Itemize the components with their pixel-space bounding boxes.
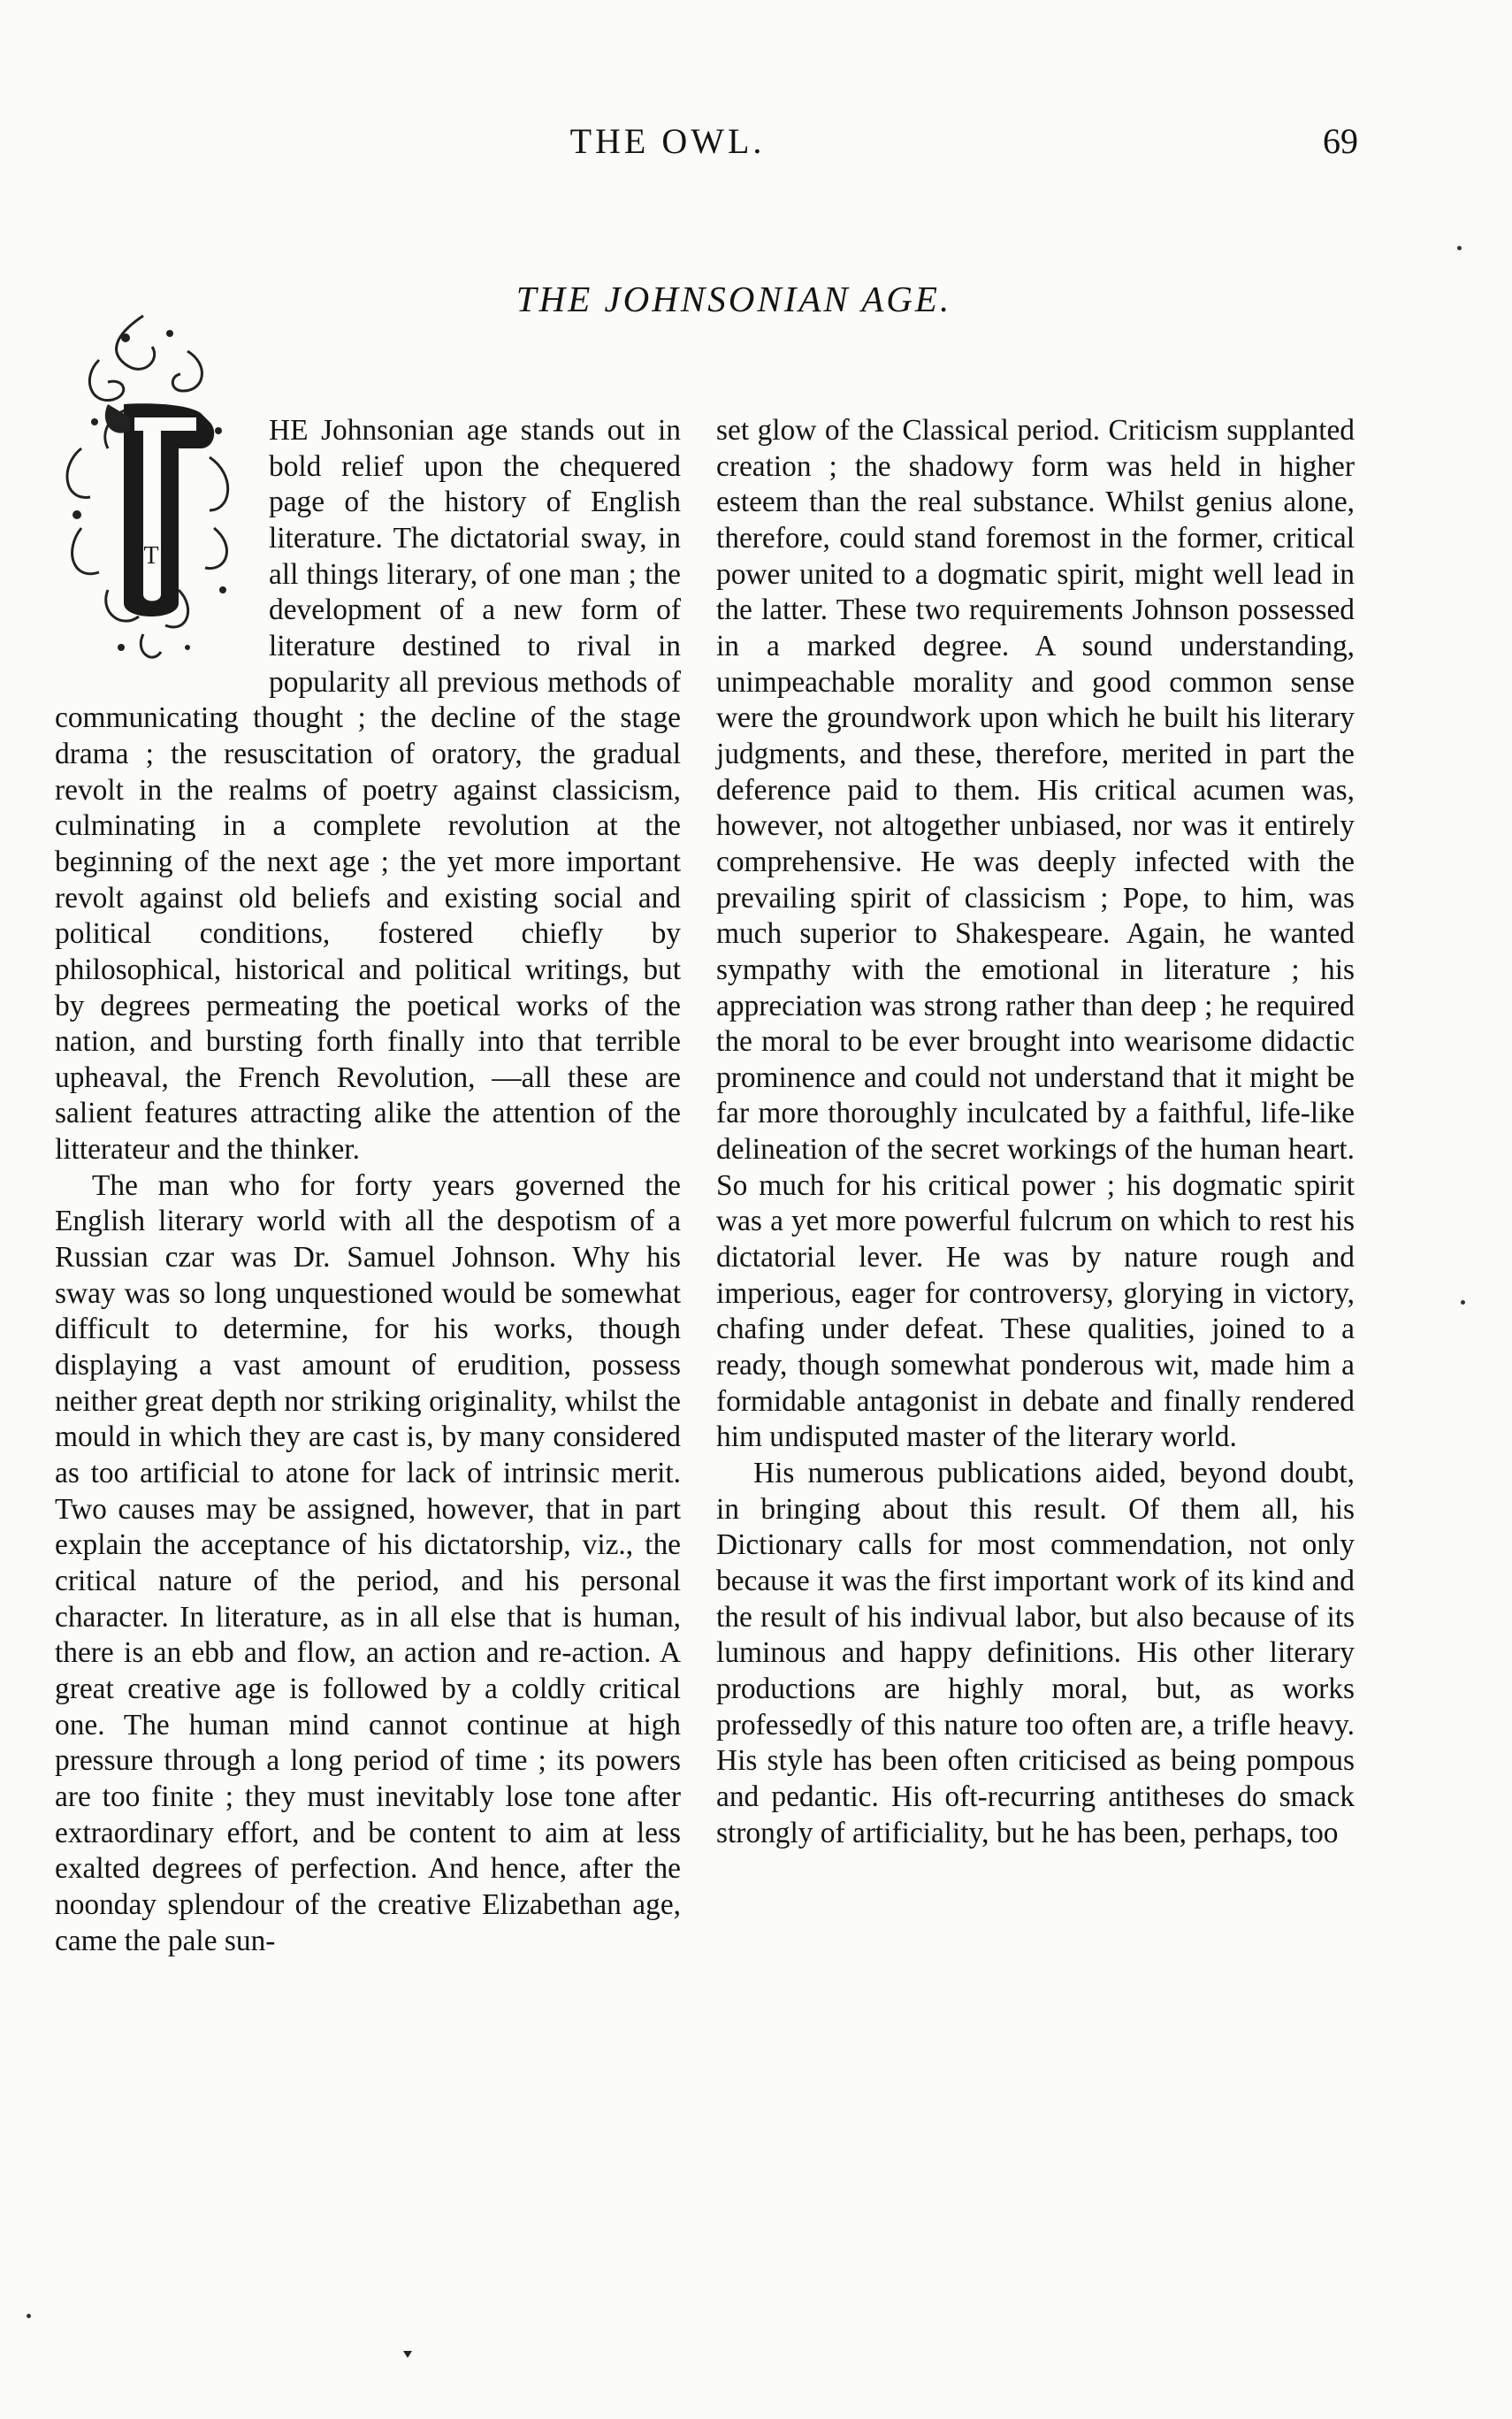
left-paragraph-1: HE Johnsonian age stands out in bold relief upon the chequered page of the history of English literature. The dictatorial sway, in all things literary, of one man ; the development of a new form of literature destined to rival in popularity all previous methods of communicating thought ; the decline of the stage drama ; the resuscitation of oratory, the gradual revolt in the realms of poetry against classicism, culminating in a complete revolution at the beginning of the next age ; the yet more important revolt against old beliefs and existing social and political conditions, fostered chiefly by philosophical, historical and political writings, but by degrees permeating the poetical works of the nation, and bursting forth finally into that terrible upheaval, the French Revolution, —all these are salient features attracting alike the attention of the litterateur and the thinker. xyxy=(55,414,681,1167)
page-number: 69 xyxy=(1323,121,1358,161)
right-paragraph-2: His numerous publications aided, beyond doubt, in bringing about this result. Of them all, his Dictionary calls for most commendation, not only because it was the first important work of its kind and the result of his indivual labor, but also because of its luminous and happy definitions. His other literary productions are highly moral, but, as works professedly of this nature too often are, a trifle heavy. His style has been often criticised as being pompous and pedantic. His oft-recurring antitheses do smack strongly of artificiality, but he has been, perhaps, too xyxy=(716,1457,1355,1849)
running-title: THE OWL. xyxy=(569,121,766,161)
footer-ornament-icon xyxy=(403,2351,412,2358)
drop-cap-letter: T xyxy=(143,542,159,570)
left-column xyxy=(55,413,681,1959)
ornamental-drop-cap xyxy=(46,298,251,670)
right-column xyxy=(716,413,1355,1851)
right-paragraph-1: set glow of the Classical period. Criticism supplanted creation ; the shadowy form was held in higher esteem than the real substance. Whilst genius alone, therefore, could stand foremost in the former, critical power united to a dogmatic spirit, might well lead in the latter. These two requirements Johnson possessed in a marked degree. A sound understanding, unimpeachable morality and good common sense were the groundwork upon which he built his literary judgments, and these, therefore, merited in part the deference paid to them. His critical acumen was, however, not altogether unbiased, nor was it entirely comprehensive. He was deeply infected with the prevailing spirit of classicism ; Pope, to him, was much superior to Shakespeare. Again, he wanted sympathy with the emotional in literature ; his appreciation was strong rather than deep ; he required the moral to be ever brought into wearisome didactic prominence and could not understand that it might be far more thoroughly inculcated by a faithful, life-like delineation of the secret workings of the human heart. So much for his critical power ; his dogmatic spirit was a yet more powerful fulcrum on which to rest his dictatorial lever. He was by nature rough and imperious, eager for controversy, glorying in victory, chafing under defeat. These qualities, joined to a ready, though somewhat ponderous wit, made him a formidable antagonist in debate and finally rendered him undisputed master of the literary world. xyxy=(716,414,1355,1454)
running-head xyxy=(0,120,1512,165)
page-speck xyxy=(27,2314,31,2318)
page-speck xyxy=(1461,1300,1465,1305)
page-speck xyxy=(1457,246,1462,250)
left-paragraph-2: The man who for forty years governed the English literary world with all the despotism of a Russian czar was Dr. Samuel Johnson. Why his sway was so long unquestioned would be somewhat difficult to determine, for his works, though displaying a vast amount of erudition, possess neither great depth nor striking originality, whilst the mould in which they are cast is, by many considered as too artificial to atone for lack of intrinsic merit. Two causes may be assigned, however, that in part explain the acceptance of his dictatorship, viz., the critical nature of the period, and his personal character. In literature, as in all else that is human, there is an ebb and flow, an action and re-action. A great creative age is followed by a coldly critical one. The human mind cannot continue at high pressure through a long period of time ; its powers are too finite ; they must inevitably lose tone after extraordinary effort, and be content to aim at less exalted degrees of perfection. And hence, after the noonday splendour of the creative Elizabethan age, came the pale sun- xyxy=(55,1168,681,1957)
article-title: THE JOHNSONIAN AGE. xyxy=(515,279,952,319)
